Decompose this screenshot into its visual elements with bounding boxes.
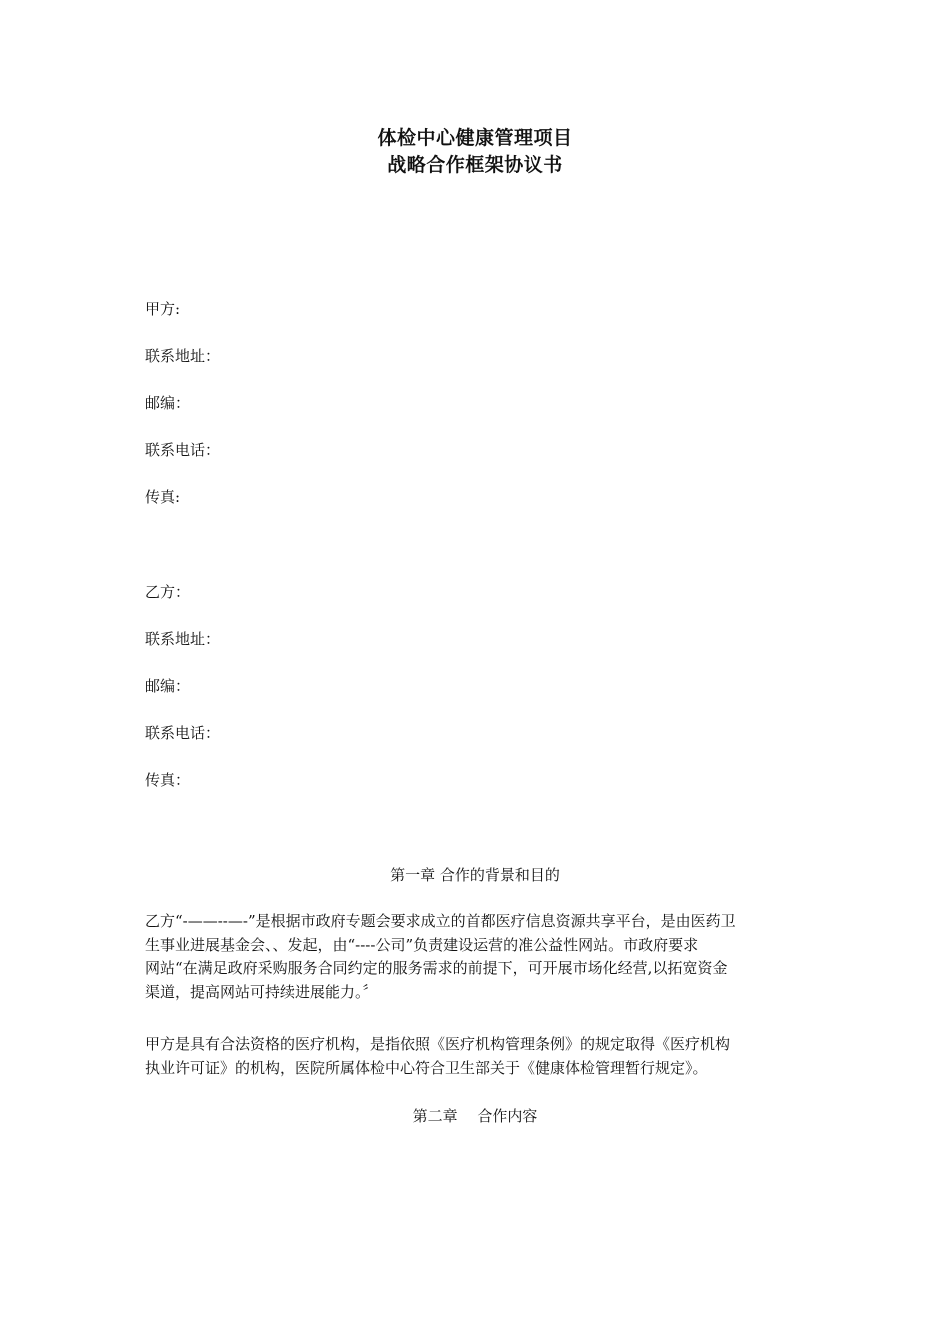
party-a-postcode-label: 邮编： xyxy=(145,394,191,412)
party-b-label: 乙方： xyxy=(145,583,191,601)
party-a-address-label: 联系地址： xyxy=(145,347,221,365)
party-b-address-label: 联系地址： xyxy=(145,630,221,648)
document-title-line-2: 战略合作框架协议书 xyxy=(387,154,563,176)
chapter-2-heading: 第二章 合作内容 xyxy=(412,1107,538,1125)
paragraph-line: 网站“在满足政府采购服务合同约定的服务需求的前提下，可开展市场化经营,以拓宽资金 xyxy=(145,959,728,977)
party-b-fax-label: 传真： xyxy=(145,771,191,789)
paragraph-line: 生事业进展基金会、、发起，由“----公司”负责建设运营的准公益性网站。市政府要求 xyxy=(145,935,699,954)
paragraph-line: 渠道，提高网站可持续进展能力。〞 xyxy=(145,982,378,1001)
paragraph-line: 执业许可证》的机构，医院所属体检中心符合卫生部关于《健康体检管理暂行规定》。 xyxy=(145,1058,708,1077)
paragraph-line: 乙方“-——--—-”是根据市政府专题会要求成立的首都医疗信息资源共享平台，是由医药卫 xyxy=(145,912,736,930)
party-a-phone-label: 联系电话： xyxy=(145,441,221,459)
party-a-fax-label: 传真: xyxy=(145,488,181,506)
document-title-line-1: 体检中心健康管理项目 xyxy=(377,127,573,149)
party-a-label: 甲方: xyxy=(145,300,181,318)
party-b-postcode-label: 邮编： xyxy=(145,677,191,695)
chapter-1-paragraph-2 xyxy=(145,1033,810,1080)
chapter-1-heading: 第一章 合作的背景和目的 xyxy=(390,866,560,884)
party-b-phone-label: 联系电话： xyxy=(145,724,221,742)
paragraph-line: 甲方是具有合法资格的医疗机构，是指依照《医疗机构管理条例》的规定取得《医疗机构 xyxy=(145,1035,731,1053)
chapter-1-paragraph-1 xyxy=(145,910,810,1004)
